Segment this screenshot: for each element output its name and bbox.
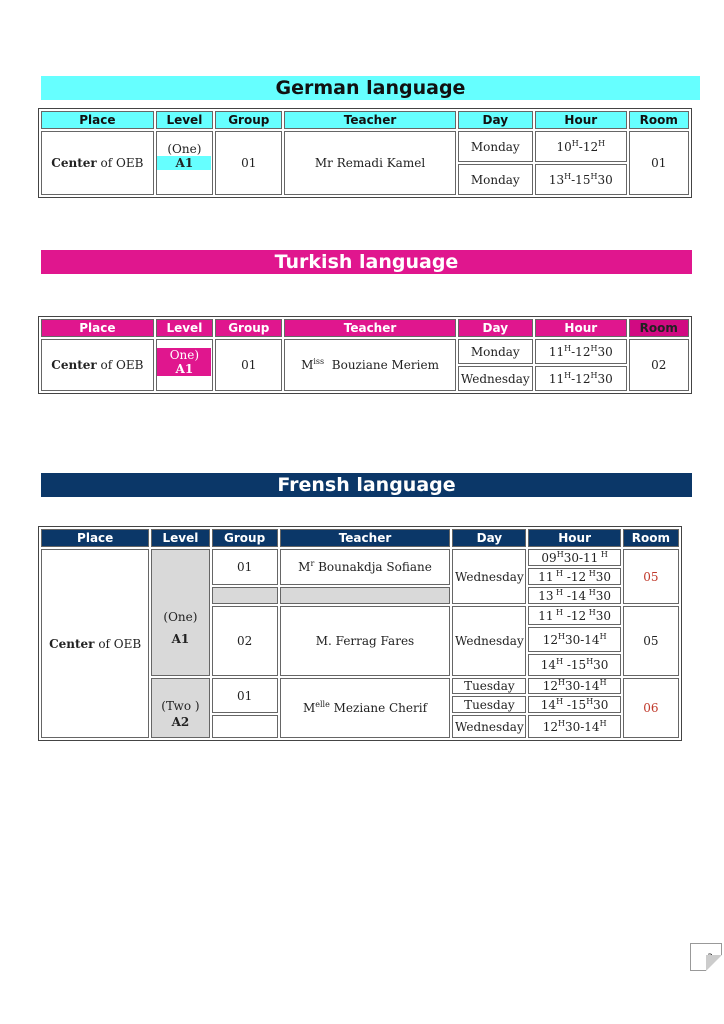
hour-cell: 11 $^H$ -12 $^H$30 xyxy=(528,568,620,585)
hour-cell: 13 $^H$ -14 $^H$30 xyxy=(528,587,620,604)
german-schedule-table xyxy=(38,108,692,198)
header-teacher: Teacher xyxy=(284,319,455,337)
hour-cell: $12^H30-14^H$ xyxy=(528,627,620,652)
level-code: A2 xyxy=(171,715,190,729)
level-code: A1 xyxy=(171,631,190,646)
group-spacer xyxy=(212,587,278,604)
hour-cell: $11^H-12^H30$ xyxy=(535,366,627,391)
level-word: (One) xyxy=(167,142,202,156)
page-number: 3 xyxy=(707,953,713,963)
hour-cell: $14^H$ $-15^H30$ xyxy=(528,654,620,676)
hour-cell: $10^H-12^H$ xyxy=(535,131,627,162)
header-teacher: Teacher xyxy=(284,111,455,129)
place-cell: Center of OEB xyxy=(41,549,149,738)
turkish-title: Turkish language xyxy=(41,250,692,274)
header-day: Day xyxy=(458,111,533,129)
teacher-cell: M. Ferrag Fares xyxy=(280,606,451,676)
teacher-cell: Mr Remadi Kamel xyxy=(284,131,455,195)
header-level: Level xyxy=(156,111,213,129)
level-cell xyxy=(156,339,213,391)
header-hour: Hour xyxy=(535,111,627,129)
group-cell: 01 xyxy=(212,549,278,585)
page-number-box xyxy=(690,943,722,971)
header-level: Level xyxy=(156,319,213,337)
day-cell: Wednesday xyxy=(452,715,526,738)
hour-cell: $11^H-12^H30$ xyxy=(535,339,627,364)
room-cell: 06 xyxy=(623,678,679,738)
level-code: A1 xyxy=(157,362,211,376)
teacher-spacer xyxy=(280,587,451,604)
header-teacher: Teacher xyxy=(280,529,451,547)
hour-cell: 11 $^H$ -12 $^H$30 xyxy=(528,606,620,625)
group-spacer xyxy=(212,715,278,738)
teacher-cell: $M^{elle}$ Meziane Cherif xyxy=(280,678,451,738)
level-code: A1 xyxy=(157,156,211,170)
level-word: (Two ) xyxy=(161,699,200,713)
header-place: Place xyxy=(41,529,149,547)
level-cell-a1 xyxy=(151,549,209,676)
room-cell: 01 xyxy=(629,131,689,195)
day-cell: Monday xyxy=(458,339,533,364)
level-word: (One) xyxy=(163,609,198,624)
day-cell: Wednesday xyxy=(452,549,526,604)
day-cell: Monday xyxy=(458,164,533,195)
teacher-cell: $M^r$ Bounakdja Sofiane xyxy=(280,549,451,585)
level-cell xyxy=(156,131,213,195)
place-cell: Center of OEB xyxy=(41,339,154,391)
header-day: Day xyxy=(452,529,526,547)
group-cell: 01 xyxy=(212,678,278,713)
header-room: Room xyxy=(629,111,689,129)
day-cell: Tuesday xyxy=(452,678,526,694)
page-curl-icon xyxy=(706,955,722,971)
header-group: Group xyxy=(215,319,282,337)
header-hour: Hour xyxy=(528,529,620,547)
teacher-cell: $M^{iss}$ Bouziane Meriem xyxy=(284,339,455,391)
header-day: Day xyxy=(458,319,533,337)
french-schedule-table xyxy=(38,526,682,741)
german-title: German language xyxy=(41,76,700,100)
hour-cell: $12^H30-14^H$ xyxy=(528,678,620,694)
header-hour: Hour xyxy=(535,319,627,337)
level-cell-a2 xyxy=(151,678,209,738)
hour-cell: $09^H30-11$ $^H$ xyxy=(528,549,620,566)
header-group: Group xyxy=(212,529,278,547)
header-group: Group xyxy=(215,111,282,129)
group-cell: 01 xyxy=(215,131,282,195)
header-room: Room xyxy=(629,319,689,337)
group-cell: 02 xyxy=(212,606,278,676)
french-title: Frensh language xyxy=(41,473,692,497)
turkish-schedule-table xyxy=(38,316,692,394)
day-cell: Monday xyxy=(458,131,533,162)
hour-cell: $12^H30-14^H$ xyxy=(528,715,620,738)
header-room: Room xyxy=(623,529,679,547)
room-cell: 05 xyxy=(623,606,679,676)
group-cell: 01 xyxy=(215,339,282,391)
header-place: Place xyxy=(41,319,154,337)
room-cell: 02 xyxy=(629,339,689,391)
day-cell: Wednesday xyxy=(458,366,533,391)
level-word: One) xyxy=(157,348,211,362)
header-level: Level xyxy=(151,529,209,547)
hour-cell: $14^H$ $-15^H30$ xyxy=(528,696,620,713)
day-cell: Tuesday xyxy=(452,696,526,713)
room-cell: 05 xyxy=(623,549,679,604)
place-cell: Center of OEB xyxy=(41,131,154,195)
header-place: Place xyxy=(41,111,154,129)
day-cell: Wednesday xyxy=(452,606,526,676)
hour-cell: $13^H-15^H30$ xyxy=(535,164,627,195)
